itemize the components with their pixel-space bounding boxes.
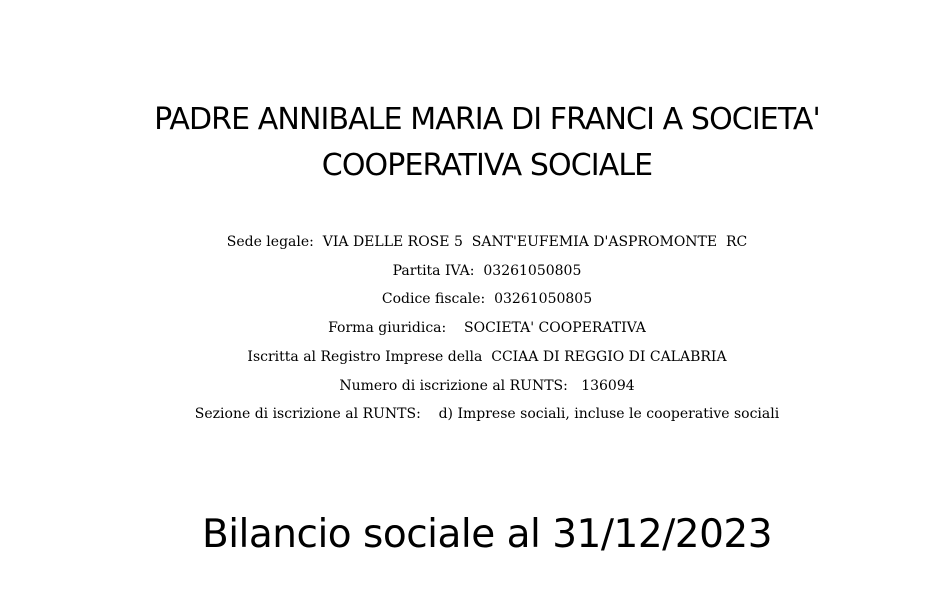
organization-details <box>0 228 949 429</box>
detail-tax-code: Codice fiscale: 03261050805 <box>381 291 593 308</box>
detail-legal-form: Forma giuridica: SOCIETA' COOPERATIVA <box>328 320 646 337</box>
detail-registered-office: Sede legale: VIA DELLE ROSE 5 SANT'EUFEMIA D'ASPROMONTE RC <box>226 234 748 250</box>
detail-business-register: Iscritta al Registro Imprese della CCIAA DI REGGIO DI CALABRIA <box>247 348 727 365</box>
report-subtitle: Bilancio sociale al 31/12/2023 <box>201 512 773 557</box>
detail-vat-number: Partita IVA: 03261050805 <box>392 262 582 279</box>
organization-title-line-1: PADRE ANNIBALE MARIA DI FRANCI A SOCIETA' <box>154 102 820 137</box>
detail-runts-section: Sezione di iscrizione al RUNTS: d) Imprese sociali, incluse le cooperative sociali <box>194 406 780 423</box>
organization-title <box>0 97 949 189</box>
detail-runts-number: Numero di iscrizione al RUNTS: 136094 <box>339 377 635 394</box>
organization-title-line-2: COOPERATIVA SOCIALE <box>321 148 653 183</box>
